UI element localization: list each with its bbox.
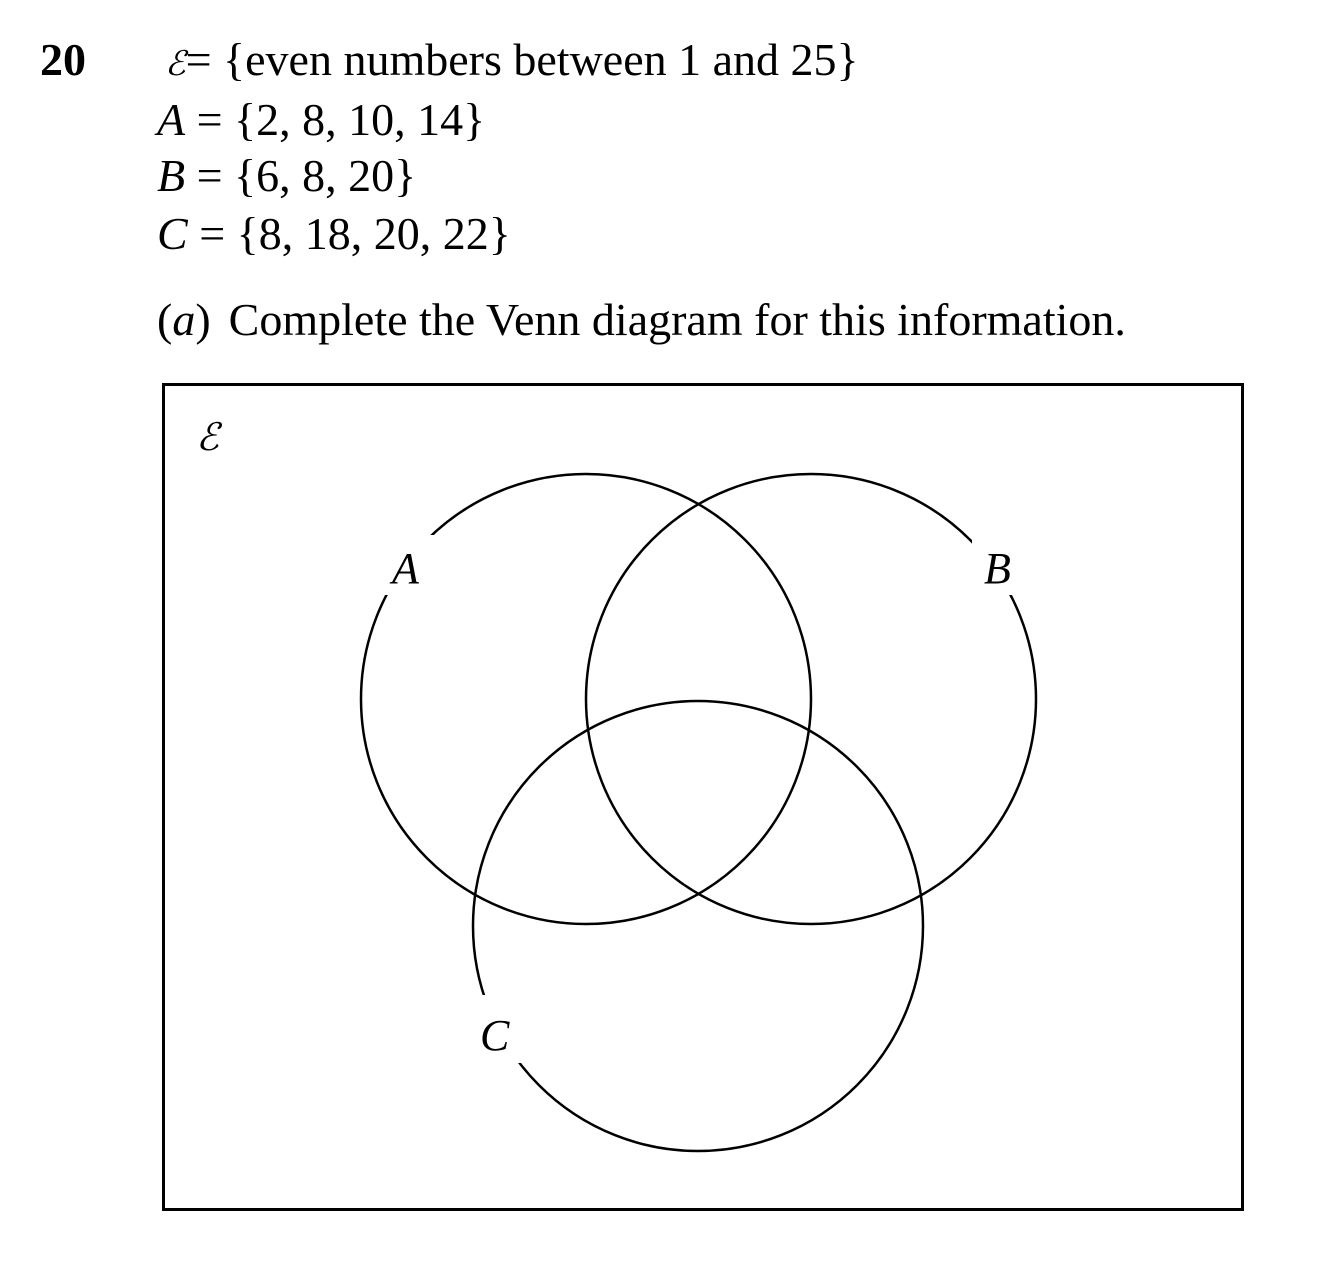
set-c-elements: = {8, 18, 20, 22}: [187, 208, 511, 259]
set-a-name: A: [157, 94, 186, 145]
part-a-text: Complete the Venn diagram for this information.: [228, 294, 1126, 345]
circle-c: [473, 701, 923, 1151]
set-a-elements: = {2, 8, 10, 14}: [185, 94, 486, 145]
question-number: 20: [40, 34, 86, 85]
label-c: C: [480, 1011, 510, 1060]
set-c-name: C: [157, 208, 188, 259]
label-a: A: [392, 544, 419, 593]
set-b-name: B: [157, 150, 186, 201]
part-label-open: (: [157, 294, 173, 345]
universal-label: ℰ: [196, 415, 220, 459]
part-label-close: ): [195, 294, 211, 345]
label-b: B: [984, 544, 1011, 593]
set-b-elements: = {6, 8, 20}: [185, 150, 417, 201]
part-letter: a: [172, 294, 196, 345]
universal-set-symbol: ℰ: [165, 44, 186, 84]
universal-set-text: = {even numbers between 1 and 25}: [185, 34, 859, 85]
